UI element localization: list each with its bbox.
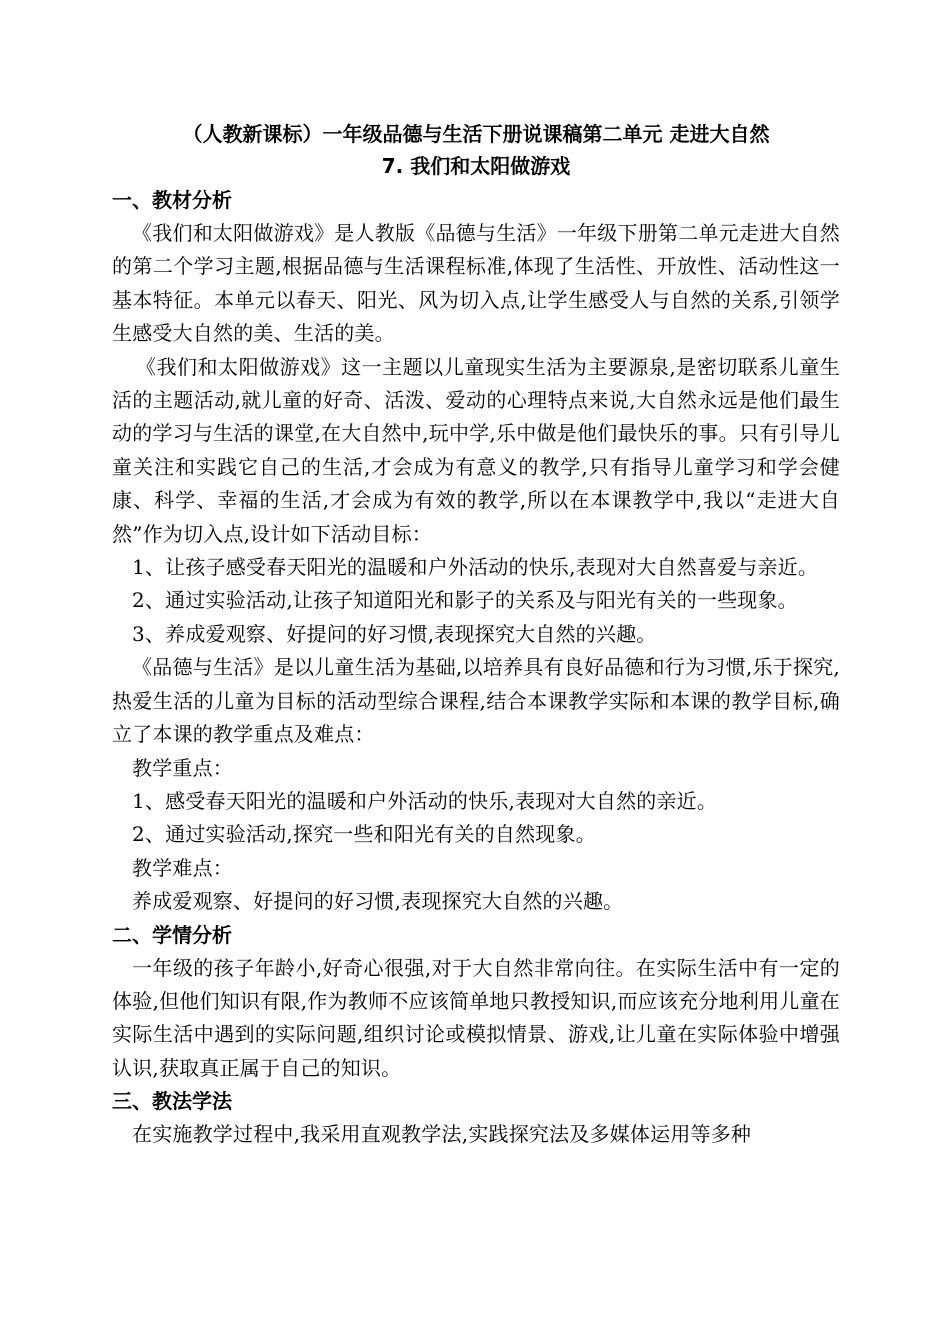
section-heading-learner-analysis: 二、学情分析 bbox=[112, 922, 232, 947]
document-page bbox=[112, 118, 840, 1152]
key-point-item: 2、通过实验活动,探究一些和阳光有关的自然现象。 bbox=[132, 822, 596, 847]
key-points-label: 教学重点： bbox=[132, 755, 233, 780]
section-heading-teaching-methods: 三、教法学法 bbox=[112, 1089, 232, 1114]
paragraph: 《我们和太阳做游戏》是人教版《品德与生活》一年级下册第二单元走进大自然的第二个学习主题,根据品德与生活课程标准,体现了生活性、开放性、活动性这一基本特征。本单元以春天、阳光、风为切入点,让学生感受人与自然的关系,引领学生感受大自然的美、生活的美。 bbox=[112, 221, 840, 346]
goal-item: 1、让孩子感受春天阳光的温暖和户外活动的快乐,表现对大自然喜爱与亲近。 bbox=[132, 555, 819, 580]
paragraph: 在实施教学过程中,我采用直观教学法,实践探究法及多媒体运用等多种 bbox=[132, 1122, 752, 1147]
lesson-title: 7. 我们和太阳做游戏 bbox=[381, 154, 571, 178]
paragraph: 一年级的孩子年龄小,好奇心很强,对于大自然非常向往。在实际生活中有一定的体验,但他们知识有限,作为教师不应该简单地只教授知识,而应该充分地利用儿童在实际生活中遇到的实际问题,组织讨论或模拟情景、游戏,让儿童在实际体验中增强认识,获取真正属于自己的知识。 bbox=[112, 955, 840, 1080]
goal-item: 2、通过实验活动,让孩子知道阳光和影子的关系及与阳光有关的一些现象。 bbox=[132, 588, 798, 613]
paragraph: 《品德与生活》是以儿童生活为基础,以培养具有良好品德和行为习惯,乐于探究,热爱生活的儿童为目标的活动型综合课程,结合本课教学实际和本课的教学目标,确立了本课的教学重点及难点： bbox=[112, 655, 840, 747]
goal-item: 3、养成爱观察、好提问的好习惯,表现探究大自然的兴趣。 bbox=[132, 621, 657, 646]
difficulty-label: 教学难点： bbox=[132, 855, 233, 880]
paragraph: 《我们和太阳做游戏》这一主题以儿童现实生活为主要源泉,是密切联系儿童生活的主题活动,就儿童的好奇、活泼、爱动的心理特点来说,大自然永远是他们最生动的学习与生活的课堂,在大自然中,玩中学,乐中做是他们最快乐的事。只有引导儿童关注和实践它自己的生活,才会成为有意义的教学,只有指导儿童学习和学会健康、科学、幸福的生活,才会成为有效的教学,所以在本课教学中,我以“走进大自然”作为切入点,设计如下活动目标： bbox=[112, 354, 840, 546]
section-heading-textbook-analysis: 一、教材分析 bbox=[112, 188, 232, 212]
difficulty-item: 养成爱观察、好提问的好习惯,表现探究大自然的兴趣。 bbox=[132, 889, 624, 914]
key-point-item: 1、感受春天阳光的温暖和户外活动的快乐,表现对大自然的亲近。 bbox=[132, 788, 718, 813]
document-title: （人教新课标）一年级品德与生活下册说课稿第二单元 走进大自然 bbox=[182, 122, 770, 146]
